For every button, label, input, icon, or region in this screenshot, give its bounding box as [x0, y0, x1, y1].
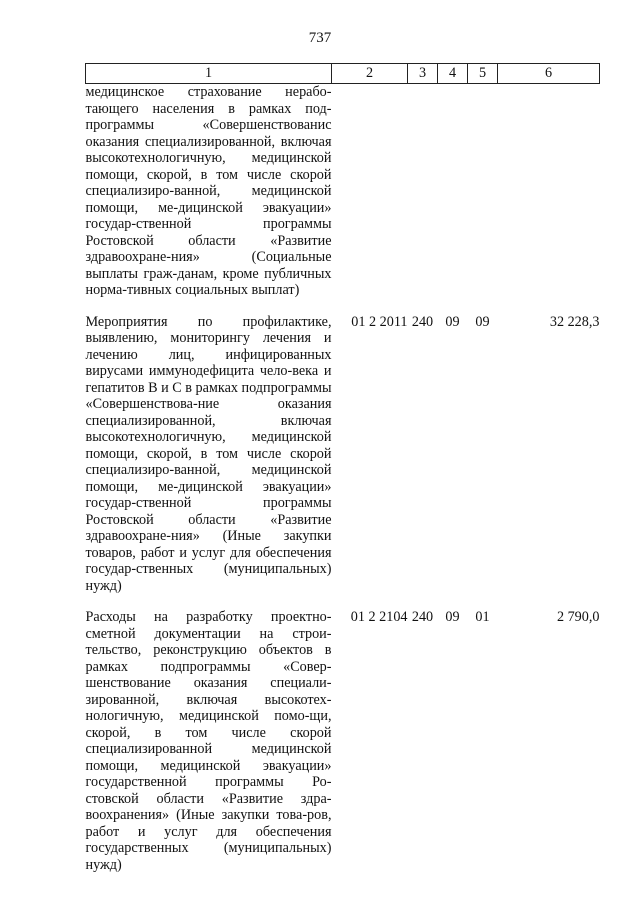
row-target-code: [332, 84, 408, 314]
row-section: [438, 84, 468, 314]
column-header-row: [86, 64, 600, 84]
row-amount: 32 228,3: [549, 313, 600, 330]
column-header-6: 6: [498, 64, 600, 84]
column-header-3: 3: [408, 64, 438, 84]
row-section: 09: [445, 313, 460, 330]
row-amount: 2 790,0: [556, 609, 600, 625]
page-number: 737: [308, 30, 332, 46]
row-description: Мероприятия по профилактике, выявлению, мониторингу лечения и лечению лиц, инфицированных вирусами иммунодефицита чело-века и гепатитов В и С в рамках подпрограммы «Совершенствова-ние оказания специализированной, включая высокотехнологичную, медицинской помощи, скорой, в том числе скорой специализиро-ванной, медицинской помощи, ме-дицинской эвакуации» государ-ственной программы Ростовской области «Развитие здравоохране-ния» (Иные закупки товаров, работ и услуг для обеспечения государ-ственных (муниципальных) нужд): [85, 313, 332, 594]
table-row: [86, 609, 600, 888]
row-target-code: 01 2 2011: [351, 313, 408, 330]
row-expense-type: 240: [411, 313, 434, 330]
row-amount: [498, 84, 600, 314]
row-subsection: 01: [475, 609, 490, 625]
row-subsection: [468, 84, 498, 314]
budget-table: [85, 63, 600, 888]
row-description: Расходы на разработку проектно-сметной документации на строи-тельство, реконструкцию объектов в рамках подпрограммы «Совер-шенствование оказания специали-зированной, включая высокотех-нологичную, медицинской помо-щи, скорой, в том числе скорой специализированной медицинской помощи, медицинской эвакуации» государственной программы Ро-стовской области «Развитие здра-воохранения» (Иные закупки това-ров, работ и услуг для обеспечения государственных (муниципальных) нужд): [85, 609, 332, 873]
table-row: [86, 314, 600, 610]
column-header-1: 1: [86, 64, 332, 84]
row-expense-type: 240: [411, 609, 434, 625]
row-target-code: 01 2 2104: [350, 609, 408, 625]
column-header-4: 4: [438, 64, 468, 84]
table-row: [86, 84, 600, 314]
column-header-5: 5: [468, 64, 498, 84]
row-section: 09: [445, 609, 460, 625]
row-description: медицинское страхование нерабо-тающего населения в рамках под-программы «Совершенствованис оказания специализированной, включая высокотехнологичную, медицинской помощи, скорой, в том числе скорой специализиро-ванной, медицинской помощи, ме-дицинской эвакуации» государ-ственной программы Ростовской области «Развитие здравоохране-ния» (Социальные выплаты граж-данам, кроме публичных норма-тивных социальных выплат): [85, 84, 332, 298]
row-expense-type: [408, 84, 438, 314]
row-subsection: 09: [475, 313, 490, 330]
column-header-2: 2: [332, 64, 408, 84]
